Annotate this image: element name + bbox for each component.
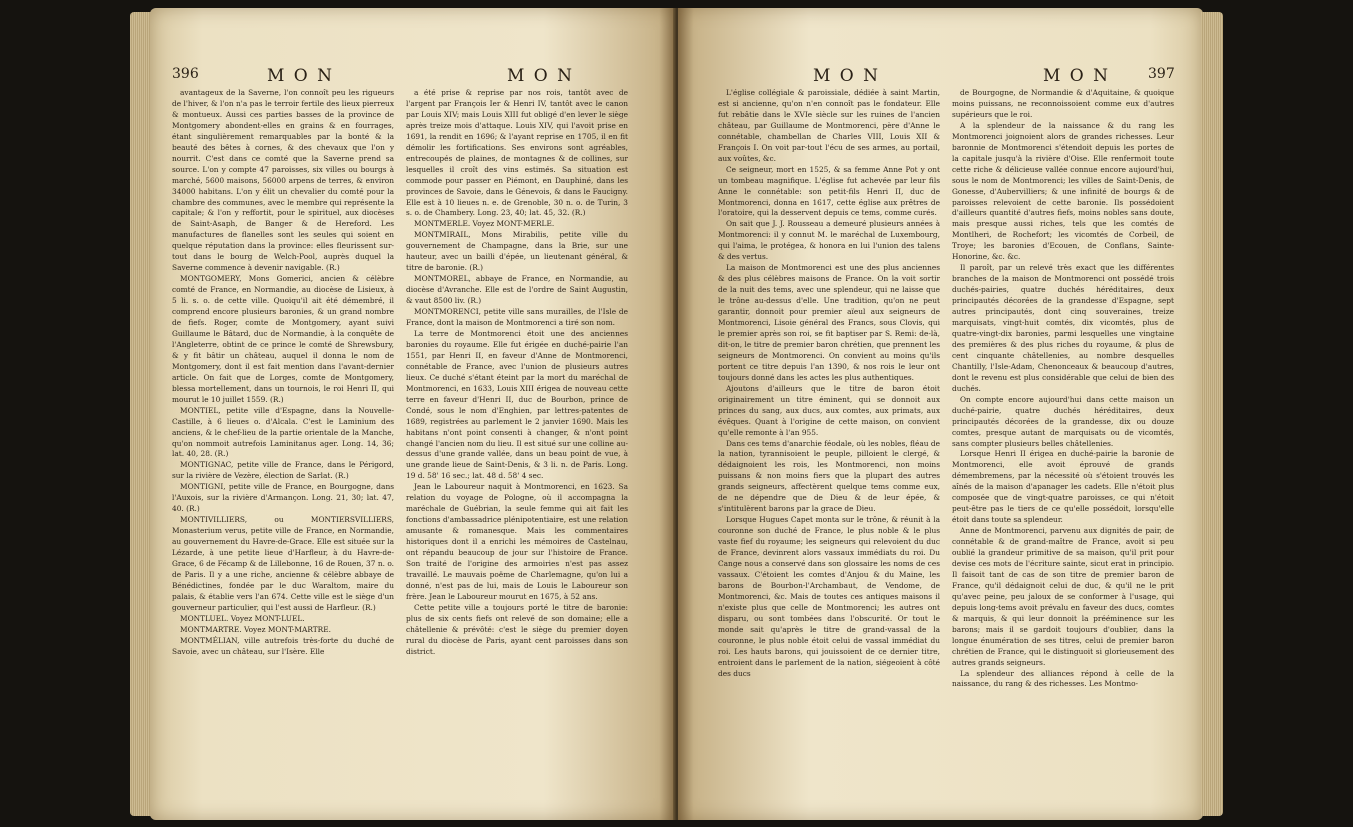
- left-page-column-1: [172, 88, 394, 808]
- paragraph: Jean le Laboureur naquit à Montmorenci, en 1623. Sa relation du voyage de Pologne, où il accompagna la maréchale de Guébrian, la seule femme qui ait fait les fonctions d'ambassadrice plénipotentiaire, est une relation amusante & romanesque. Mais les commentaires historiques dont il a enrichi les mémoires de Castelnau, ont répandu beaucoup de jour sur l'histoire de France. Son traité de l'origine des armoiries n'est pas assez travaillé. Le mauvais poëme de Charlemagne, qu'on lui a donné, n'est pas de lui, mais de Louis le Laboureur son frère. Jean le Laboureur mourut en 1675, à 52 ans.: [406, 482, 628, 601]
- paragraph: MONTIGNAC, petite ville de France, dans le Périgord, sur la rivière de Vezère, élection de Sarlat. (R.): [172, 460, 394, 481]
- paragraph: MONTIVILLIERS, ou MONTIERSVILLIERS, Monasterium verus, petite ville de France, en Normandie, au gouvernement du Havre-de-Grace. Elle est située sur la Lézarde, à une petite lieue d'Harfleur, à du Havre-de-Grace, 6 de Fécamp & de Lillebonne, 16 de Rouen, 37 n. o. de Paris. Il y a une riche, ancienne & célèbre abbaye de Bénédictines, fondée par le duc Waraltom, maire du palais, & établie vers l'an 674. Cette ville est le siège d'un gouverneur particulier, qui l'est aussi de Harfleur. (R.): [172, 515, 394, 612]
- paragraph: de Bourgogne, de Normandie & d'Aquitaine, & quoique moins puissans, ne reconnoissoient comme eux d'autres supérieurs que le roi.: [952, 88, 1174, 119]
- right-header-left-word: M O N: [813, 66, 881, 86]
- paragraph: MONTLUEL. Voyez MONT-LUEL.: [180, 613, 305, 623]
- left-page-header: [172, 66, 632, 88]
- paragraph: La maison de Montmorenci est une des plus anciennes & des plus célèbres maisons de France. On la voit sortir de la nuit des tems, avec une splendeur, qui ne laisse que le trône au-dessus d'elle. Une tradition, qu'on ne peut garantir, donnoit pour premier aïeul aux seigneurs de Montmorenci, Lisoie général des Francs, sous Clovis, qui le premier après son roi, se fit baptiser par S. Remi: de-là, dit-on, le titre de premier baron chrétien, que prennent les seigneurs de Montmorenci. On convient au moins qu'ils portent ce titre depuis l'an 1390, & nos rois le leur ont toujours donné dans les actes les plus authentiques.: [718, 263, 940, 382]
- paragraph: a été prise & reprise par nos rois, tantôt avec de l'argent par François Ier & Henri IV, tantôt avec le canon par Louis XIV; mais Louis XIII fut obligé d'en lever le siège après treize mois d'attaque. Louis XIV, qui l'avoit prise en 1691, la rendit en 1696; & l'ayant reprise en 1705, il en fit démolir les fortifications. Ses environs sont agréables, entrecoupés de plaines, de montagnes & de collines, sur lesquelles il croît des vins estimés. Sa situation est commode pour passer en Piémont, en Dauphiné, dans les provinces de Savoie, dans le Génevois, & dans le Faucigny. Elle est à 10 lieues n. e. de Grenoble, 30 n. o. de Turin, 3 s. o. de Chambery. Long. 23, 40; lat. 45, 32. (R.): [406, 88, 628, 218]
- paragraph: On sait que J. J. Rousseau a demeuré plusieurs années à Montmorenci: il y connut M. le maréchal de Luxembourg, qui l'aima, le protégea, & honora en lui l'union des talens & des vertus.: [718, 219, 940, 262]
- paragraph: Lorsque Hugues Capet monta sur le trône, & réunit à la couronne son duché de France, le plus noble & le plus vaste fief du royaume; les seigneurs qui relevoient du duc de France, devinrent alors vassaux immédiats du roi. Du Cange nous a conservé dans son glossaire les noms de ces vassaux. C'étoient les comtes d'Anjou & du Maine, les barons de Bourbon-l'Archambaut, de Vendome, de Montmorenci, &c. Mais de toutes ces antiques maisons il n'existe plus que celle de Montmorenci; les autres ont disparu, ou sont tombées dans l'obscurité. Or tout le monde sait qu'après le titre de grand-vassal de la couronne, le plus noble étoit celui de vassal immédiat du roi. Les hauts barons, qui jouissoient de ce dernier titre, entroient dans le parlement de la nation, siégeoient à côté des ducs: [718, 515, 940, 678]
- paragraph: Ajoutons d'ailleurs que le titre de baron étoit originairement un titre éminent, qui se donnoit aux princes du sang, aux ducs, aux comtes, aux primats, aux évêques. Quant à l'origine de cette maison, on convient qu'elle remonte à l'an 955.: [718, 383, 940, 437]
- paragraph: L'église collégiale & paroissiale, dédiée à saint Martin, est si ancienne, qu'on n'en connoît pas le fondateur. Elle fut rebâtie dans le XVIe siècle sur les ruines de l'ancien château, par Guillaume de Montmorenci, père d'Anne le connétable, chambellan de Charles VIII, Louis XII & François I. On voit par-tout l'écu de ses armes, au portail, aux voûtes, &c.: [718, 88, 940, 163]
- paragraph: Lorsque Henri II érigea en duché-pairie la baronie de Montmorenci, elle avoit éprouvé de grands démembremens, par la nécessité où s'étoient trouvés les aînés de la maison d'apanager les cadets. Elle n'étoit plus composée que de vingt-quatre paroisses, ce qui n'étoit peut-être pas le tiers de ce qu'elle possédoit, lorsqu'elle étoit dans toute sa splendeur.: [952, 449, 1174, 525]
- paragraph: On compte encore aujourd'hui dans cette maison un duché-pairie, quatre duchés héréditaires, deux principautés décorées de la grandesse, dix ou douze comtes, presque autant de marquisats ou de vicomtés, sans compter plusieurs belles châtellenies.: [952, 394, 1174, 448]
- paragraph: avantageux de la Saverne, l'on connoît peu les rigueurs de l'hiver, & l'on n'a pas le terroir fertile des lieux pierreux & montueux. Aussi ces parties basses de la province de Montgomery abondent-elles en grains & en fourrages, étant singulièrement remarquables par la bonté & la beauté des bêtes à cornes, & des chevaux que l'on y nourrit. C'est dans ce comté que la Saverne prend sa source. L'on y compte 47 paroisses, six villes ou bourgs à marché, 5600 maisons, 56000 arpens de terres, & environ 34000 habitans. L'on y élit un chevalier du comté pour la chambre des communes, avec le membre qui représente la capitale; & l'on y reffortit, pour le spirituel, aux diocèses de Saint-Asaph, de Banger & de Hereford. Les manufactures de flanelles sont les seules qui soient en quelque réputation dans la province: elles fleurissent sur-tout dans le bourg de Welch-Pool, auprès duquel la Saverne commence à devenir navigable. (R.): [172, 88, 394, 273]
- paragraph: La terre de Montmorenci étoit une des anciennes baronies du royaume. Elle fut érigée en duché-pairie l'an 1551, par Henri II, en faveur d'Anne de Montmorenci, connétable de France, avec l'union de plusieurs autres lieux. Ce duché s'étant éteint par la mort du maréchal de Montmorenci, en 1633, Louis XIII érigea de nouveau cette terre en faveur d'Henri II, duc de Bourbon, prince de Condé, sous le nom d'Enghien, par lettres-patentes de 1689, registrées au parlement le 2 janvier 1690. Mais les habitans n'ont point consenti à changer, & n'ont point changé l'ancien nom du lieu. Il est situé sur une colline au-dessus d'une grande vallée, dans un beau point de vue, à une grande lieue de Saint-Denis, & 3 li. n. de Paris. Long. 19 d. 58' 16 sec.; lat. 48 d. 58' 4 sec.: [406, 328, 628, 481]
- paragraph: MONTMOREL, abbaye de France, en Normandie, au diocèse d'Avranche. Elle est de l'ordre de Saint Augustin, & vaut 8500 liv. (R.): [406, 274, 628, 306]
- right-page-number: 397: [1148, 66, 1175, 82]
- left-page-number: 396: [172, 66, 199, 82]
- left-header-right-word: M O N: [507, 66, 575, 86]
- paragraph: MONTIGNI, petite ville de France, en Bourgogne, dans l'Auxois, sur la rivière d'Armançon. Long. 21, 30; lat. 47, 40. (R.): [172, 482, 394, 514]
- left-page-column-2: [406, 88, 628, 808]
- left-page: [150, 8, 675, 820]
- paragraph: La splendeur des alliances répond à celle de la naissance, du rang & des richesses. Les Montmo-: [952, 668, 1174, 689]
- paragraph: MONTMERLE. Voyez MONT-MERLE.: [414, 219, 555, 229]
- paragraph: MONTIEL, petite ville d'Espagne, dans la Nouvelle-Castille, à 6 lieues o. d'Alcala. C'est le Laminium des anciens, & le chef-lieu de la partie orientale de la Manche, qu'on nommoit autrefois Laminitanus ager. Long. 14, 36; lat. 40, 28. (R.): [172, 405, 394, 459]
- paragraph: Cette petite ville a toujours porté le titre de baronie: plus de six cents fiefs ont relevé de son domaine; elle a châtellenie & prévôté: c'est le siège du premier doyen rural du diocèse de Paris, ayant cent paroisses dans son district.: [406, 602, 628, 656]
- right-page-column-2: [952, 88, 1174, 808]
- paragraph: A la splendeur de la naissance & du rang les Montmorenci joignoient alors de grandes richesses. Leur baronnie de Montmorenci s'étendoit depuis les portes de la capitale jusqu'à la rivière d'Oise. Elle renfermoit toute cette riche & délicieuse vallée connue encore aujourd'hui, sous le nom de Montmorenci; les villes de Saint-Denis, de Gonesse, d'Aubervilliers; & une infinité de bourgs & de paroisses relevoient de cette baronie. Ils possédoient d'ailleurs quantité d'autres fiefs, moins nobles sans doute, mais presque aussi riches, tels que les comtés de Montlheri, de Rochefort; les vicomtés de Corbeil, de Troye; les baronies d'Ecouen, de Conflans, Sainte-Honorine, &c. &c.: [952, 120, 1174, 262]
- right-page-column-1: [718, 88, 940, 808]
- book-spread: [10, 8, 1343, 820]
- paragraph: Anne de Montmorenci, parvenu aux dignités de pair, de connétable & de grand-maître de France, avoit si peu oublié la grandeur primitive de sa maison, qu'il prit pour devise ces mots de l'écriture sainte, sicut erat in principio. Il faisoit tant de cas de son titre de premier baron de France, qu'il dédaignoit celui de duc, & qu'il ne le prit qu'avec peine, peu jaloux de se conformer à l'usage, qui depuis long-tems avoit prévalu en faveur des ducs, comtes & marquis, & qui leur donnoit la prééminence sur les barons; mais il se gardoit toujours d'oublier, dans la longue énumération de ses titres, celui de premier baron chrétien de France, qui le distinguoit si glorieusement des autres grands seigneurs.: [952, 526, 1174, 667]
- paragraph: Dans ces tems d'anarchie féodale, où les nobles, fléau de la nation, tyrannisoient le peuple, pilloient le clergé, & dédaignoient les rois, les Montmorenci, non moins puissans & non moins fiers que la plupart des autres grands seigneurs, affectèrent quelque tems comme eux, de ne dépendre que de Dieu & de leur épée, & s'intitulèrent barons par la grace de Dieu.: [718, 438, 940, 514]
- page-edges-left: [130, 12, 152, 816]
- left-header-left-word: M O N: [267, 66, 335, 86]
- paragraph: Il paroît, par un relevé très exact que les différentes branches de la maison de Montmorenci ont possédé trois duchés-pairies, quatre duchés héréditaires, deux principautés décorées de la grandesse d'Espagne, sept autres principautés, dont cinq souveraines, treize marquisats, vingt-huit comtés, dix vicomtés, plus de quatre-vingt-dix baronies, parmi lesquelles une vingtaine des premières & des plus riches du royaume, & plus de cent cinquante châtellenies, au nombre desquelles Chantilly, l'Isle-Adam, Chenonceaux & beaucoup d'autres, dont le revenu est plus considérable que celui de bien des duchés.: [952, 263, 1174, 393]
- paragraph: MONTGOMERY, Mons Gomerici, ancien & célèbre comté de France, en Normandie, au diocèse de Lisieux, à 5 li. s. o. de cette ville. Quoiqu'il ait été démembré, il comprend encore plusieurs baronies, & un grand nombre de fiefs. Roger, comte de Montgomery, ayant suivi Guillaume le Bâtard, duc de Normandie, à la conquête de l'Angleterre, obtint de ce prince le comté de Shrewsbury, & y fit bâtir un château, auquel il donna le nom de Montgomery, dont il est fait mention dans l'avant-dernier article. On fait que de Lorges, comte de Montgomery, blessa mortellement, dans un tournois, le roi Henri II, qui mourut le 10 juillet 1559. (R.): [172, 274, 394, 404]
- paragraph: MONTMARTRE. Voyez MONT-MARTRE.: [180, 624, 331, 634]
- right-page: [678, 8, 1203, 820]
- right-header-right-word: M O N: [1043, 66, 1111, 86]
- paragraph: Ce seigneur, mort en 1525, & sa femme Anne Pot y ont un tombeau magnifique. L'église fut achevée par leur fils Anne le connétable: son petit-fils Henri II, duc de Montmorenci, donna en 1617, cette église aux prêtres de l'oratoire, qui la desservent depuis ce tems, comme curés.: [718, 164, 940, 218]
- right-page-header: [718, 66, 1178, 88]
- paragraph: MONTMIRAIL, Mons Mirabilis, petite ville du gouvernement de Champagne, dans la Brie, sur une hauteur, avec un bailli d'épée, un lieutenant général, & titre de baronie. (R.): [406, 230, 628, 273]
- paragraph: MONTMORENCI, petite ville sans murailles, de l'Isle de France, dont la maison de Montmorenci a tiré son nom.: [406, 307, 628, 328]
- paragraph: MONTMÉLIAN, ville autrefois très-forte du duché de Savoie, avec un château, sur l'Isère. Elle: [172, 635, 394, 656]
- page-edges-right: [1201, 12, 1223, 816]
